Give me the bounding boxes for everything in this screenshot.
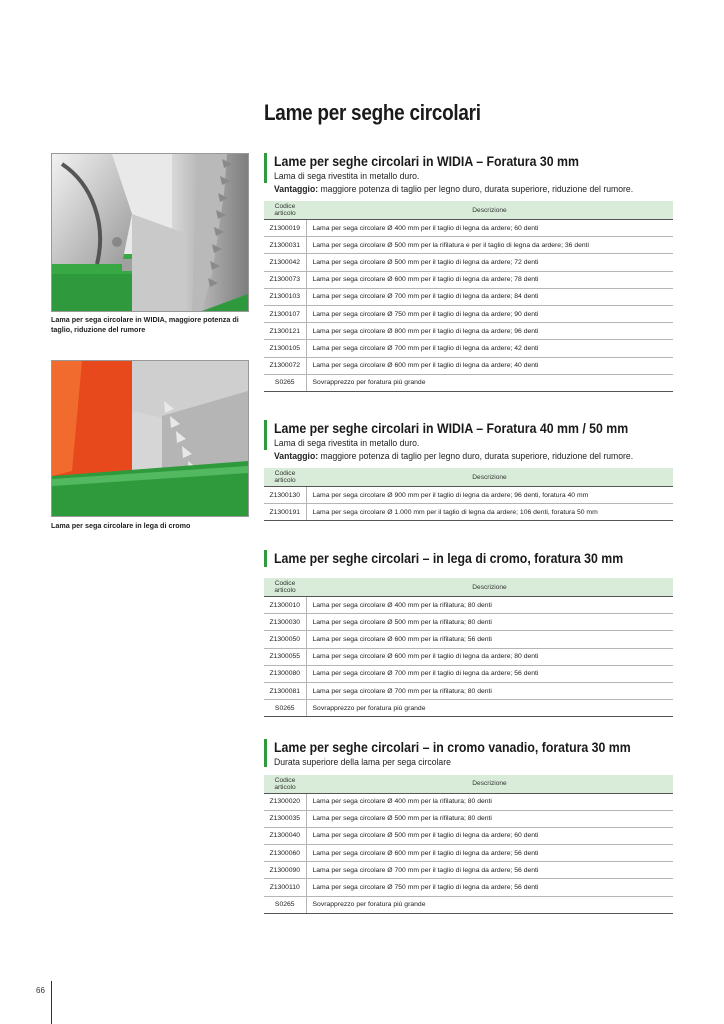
- article-description: Lama per sega circolare Ø 400 mm per il taglio di legna da ardere; 60 denti: [306, 220, 673, 237]
- table-row: [264, 648, 673, 665]
- article-description: Lama per sega circolare Ø 500 mm per la rifilatura; 80 denti: [306, 810, 673, 827]
- product-table: [264, 201, 673, 392]
- article-code: Z1300031: [264, 237, 306, 254]
- article-code: Z1300050: [264, 631, 306, 648]
- advantage-label: Vantaggio:: [274, 182, 319, 194]
- article-description: Lama per sega circolare Ø 700 mm per la rifilatura; 80 denti: [306, 682, 673, 699]
- col-header-desc: Descrizione: [306, 201, 673, 220]
- article-code: Z1300080: [264, 665, 306, 682]
- article-code: Z1300073: [264, 271, 306, 288]
- table-row: [264, 288, 673, 305]
- article-code: Z1300090: [264, 862, 306, 879]
- article-description: Lama per sega circolare Ø 1.000 mm per il taglio di legna da ardere; 106 denti, foratura 50 mm: [306, 504, 673, 521]
- table-row: [264, 793, 673, 810]
- article-description: Lama per sega circolare Ø 500 mm per la rifilatura e per il taglio di legna da ardere; 36 denti: [306, 237, 673, 254]
- col-header-code: Codice articolo: [264, 578, 306, 597]
- table-row: [264, 827, 673, 844]
- section-widia-30mm: [264, 153, 673, 392]
- article-code: S0265: [264, 700, 306, 717]
- article-description: Lama per sega circolare Ø 700 mm per il taglio di legna da ardere; 42 denti: [306, 340, 673, 357]
- section-header: [264, 550, 673, 567]
- table-row: [264, 271, 673, 288]
- article-description: Lama per sega circolare Ø 800 mm per il taglio di legna da ardere; 96 denti: [306, 323, 673, 340]
- section-subtitle: Durata superiore della lama per sega circolare: [274, 756, 451, 767]
- section-advantage: [274, 183, 641, 196]
- article-description: Lama per sega circolare Ø 600 mm per il taglio di legna da ardere; 80 denti: [306, 648, 673, 665]
- table-row: [264, 357, 673, 374]
- article-code: Z1300042: [264, 254, 306, 271]
- article-code: Z1300191: [264, 504, 306, 521]
- article-code: S0265: [264, 374, 306, 391]
- photo-caption-widia: Lama per sega circolare in WIDIA, maggiore potenza di taglio, riduzione del rumore: [51, 315, 239, 334]
- article-code: Z1300055: [264, 648, 306, 665]
- article-description: Sovrapprezzo per foratura più grande: [306, 896, 673, 913]
- col-header-desc: Descrizione: [306, 775, 673, 794]
- article-description: Lama per sega circolare Ø 750 mm per il taglio di legna da ardere; 56 denti: [306, 879, 673, 896]
- col-header-code: Codice articolo: [264, 775, 306, 794]
- article-code: Z1300107: [264, 305, 306, 322]
- section-subtitle: Lama di sega rivestita in metallo duro.: [274, 437, 420, 448]
- article-description: Lama per sega circolare Ø 600 mm per il taglio di legna da ardere; 56 denti: [306, 845, 673, 862]
- article-code: Z1300060: [264, 845, 306, 862]
- section-title: Lame per seghe circolari – in lega di cromo, foratura 30 mm: [274, 550, 624, 566]
- col-header-desc: Descrizione: [306, 468, 673, 487]
- table-row: [264, 220, 673, 237]
- article-description: Lama per sega circolare Ø 700 mm per il taglio di legna da ardere; 56 denti: [306, 665, 673, 682]
- article-code: Z1300035: [264, 810, 306, 827]
- article-description: Lama per sega circolare Ø 500 mm per la rifilatura; 80 denti: [306, 614, 673, 631]
- table-row: [264, 487, 673, 504]
- table-row: [264, 896, 673, 913]
- article-code: Z1300072: [264, 357, 306, 374]
- section-title: Lame per seghe circolari in WIDIA – Foratura 40 mm / 50 mm: [274, 420, 629, 436]
- article-description: Lama per sega circolare Ø 600 mm per il taglio di legna da ardere; 40 denti: [306, 357, 673, 374]
- section-header: [264, 420, 673, 462]
- table-row: [264, 374, 673, 391]
- page-margin-rule: [51, 981, 52, 1024]
- section-chrome-vanadium-30mm: [264, 739, 673, 914]
- section-chrome-30mm: [264, 550, 673, 717]
- article-code: Z1300081: [264, 682, 306, 699]
- article-description: Lama per sega circolare Ø 700 mm per il taglio di legna da ardere; 84 denti: [306, 288, 673, 305]
- article-code: Z1300010: [264, 597, 306, 614]
- article-description: Lama per sega circolare Ø 900 mm per il taglio di legna da ardere; 96 denti, foratura 40 mm: [306, 487, 673, 504]
- photo-widia-blade: [51, 153, 249, 312]
- col-header-code: Codice articolo: [264, 468, 306, 487]
- col-header-desc: Descrizione: [306, 578, 673, 597]
- article-description: Lama per sega circolare Ø 700 mm per il taglio di legna da ardere; 56 denti: [306, 862, 673, 879]
- article-description: Lama per sega circolare Ø 500 mm per il taglio di legna da ardere; 60 denti: [306, 827, 673, 844]
- table-row: [264, 323, 673, 340]
- table-row: [264, 700, 673, 717]
- section-header: [264, 739, 673, 769]
- article-code: Z1300040: [264, 827, 306, 844]
- photo-caption-chrome: Lama per sega circolare in lega di cromo: [51, 521, 191, 530]
- table-row: [264, 254, 673, 271]
- advantage-text: maggiore potenza di taglio per legno duro, durata superiore, riduzione del rumore.: [318, 449, 634, 461]
- table-row: [264, 340, 673, 357]
- table-row: [264, 682, 673, 699]
- table-row: [264, 665, 673, 682]
- table-row: [264, 631, 673, 648]
- article-code: Z1300103: [264, 288, 306, 305]
- table-row: [264, 862, 673, 879]
- article-description: Sovrapprezzo per foratura più grande: [306, 700, 673, 717]
- article-code: Z1300110: [264, 879, 306, 896]
- article-code: Z1300105: [264, 340, 306, 357]
- section-advantage: [274, 450, 641, 463]
- article-description: Lama per sega circolare Ø 600 mm per il taglio di legna da ardere; 78 denti: [306, 271, 673, 288]
- table-row: [264, 879, 673, 896]
- article-code: Z1300121: [264, 323, 306, 340]
- article-code: Z1300130: [264, 487, 306, 504]
- section-header: [264, 153, 673, 195]
- product-table: [264, 775, 673, 914]
- section-widia-40-50mm: [264, 420, 673, 521]
- article-description: Lama per sega circolare Ø 400 mm per la rifilatura; 80 denti: [306, 597, 673, 614]
- page-number: 66: [36, 986, 45, 995]
- col-header-code: Codice articolo: [264, 201, 306, 220]
- article-code: S0265: [264, 896, 306, 913]
- advantage-text: maggiore potenza di taglio per legno duro, durata superiore, riduzione del rumore.: [318, 182, 634, 194]
- table-row: [264, 305, 673, 322]
- table-row: [264, 504, 673, 521]
- product-table: [264, 468, 673, 521]
- table-row: [264, 237, 673, 254]
- product-table: [264, 578, 673, 717]
- table-row: [264, 597, 673, 614]
- table-row: [264, 845, 673, 862]
- photo-chrome-blade: [51, 360, 249, 517]
- article-description: Lama per sega circolare Ø 600 mm per la rifilatura; 56 denti: [306, 631, 673, 648]
- section-title: Lame per seghe circolari – in cromo vanadio, foratura 30 mm: [274, 739, 631, 755]
- advantage-label: Vantaggio:: [274, 449, 319, 461]
- table-row: [264, 614, 673, 631]
- article-description: Lama per sega circolare Ø 750 mm per il taglio di legna da ardere; 90 denti: [306, 305, 673, 322]
- section-title: Lame per seghe circolari in WIDIA – Foratura 30 mm: [274, 153, 579, 169]
- article-description: Lama per sega circolare Ø 500 mm per il taglio di legna da ardere; 72 denti: [306, 254, 673, 271]
- article-code: Z1300019: [264, 220, 306, 237]
- article-code: Z1300030: [264, 614, 306, 631]
- page-title: Lame per seghe circolari: [264, 100, 481, 125]
- article-code: Z1300020: [264, 793, 306, 810]
- table-row: [264, 810, 673, 827]
- section-subtitle: Lama di sega rivestita in metallo duro.: [274, 170, 420, 181]
- article-description: Lama per sega circolare Ø 400 mm per la rifilatura; 80 denti: [306, 793, 673, 810]
- article-description: Sovrapprezzo per foratura più grande: [306, 374, 673, 391]
